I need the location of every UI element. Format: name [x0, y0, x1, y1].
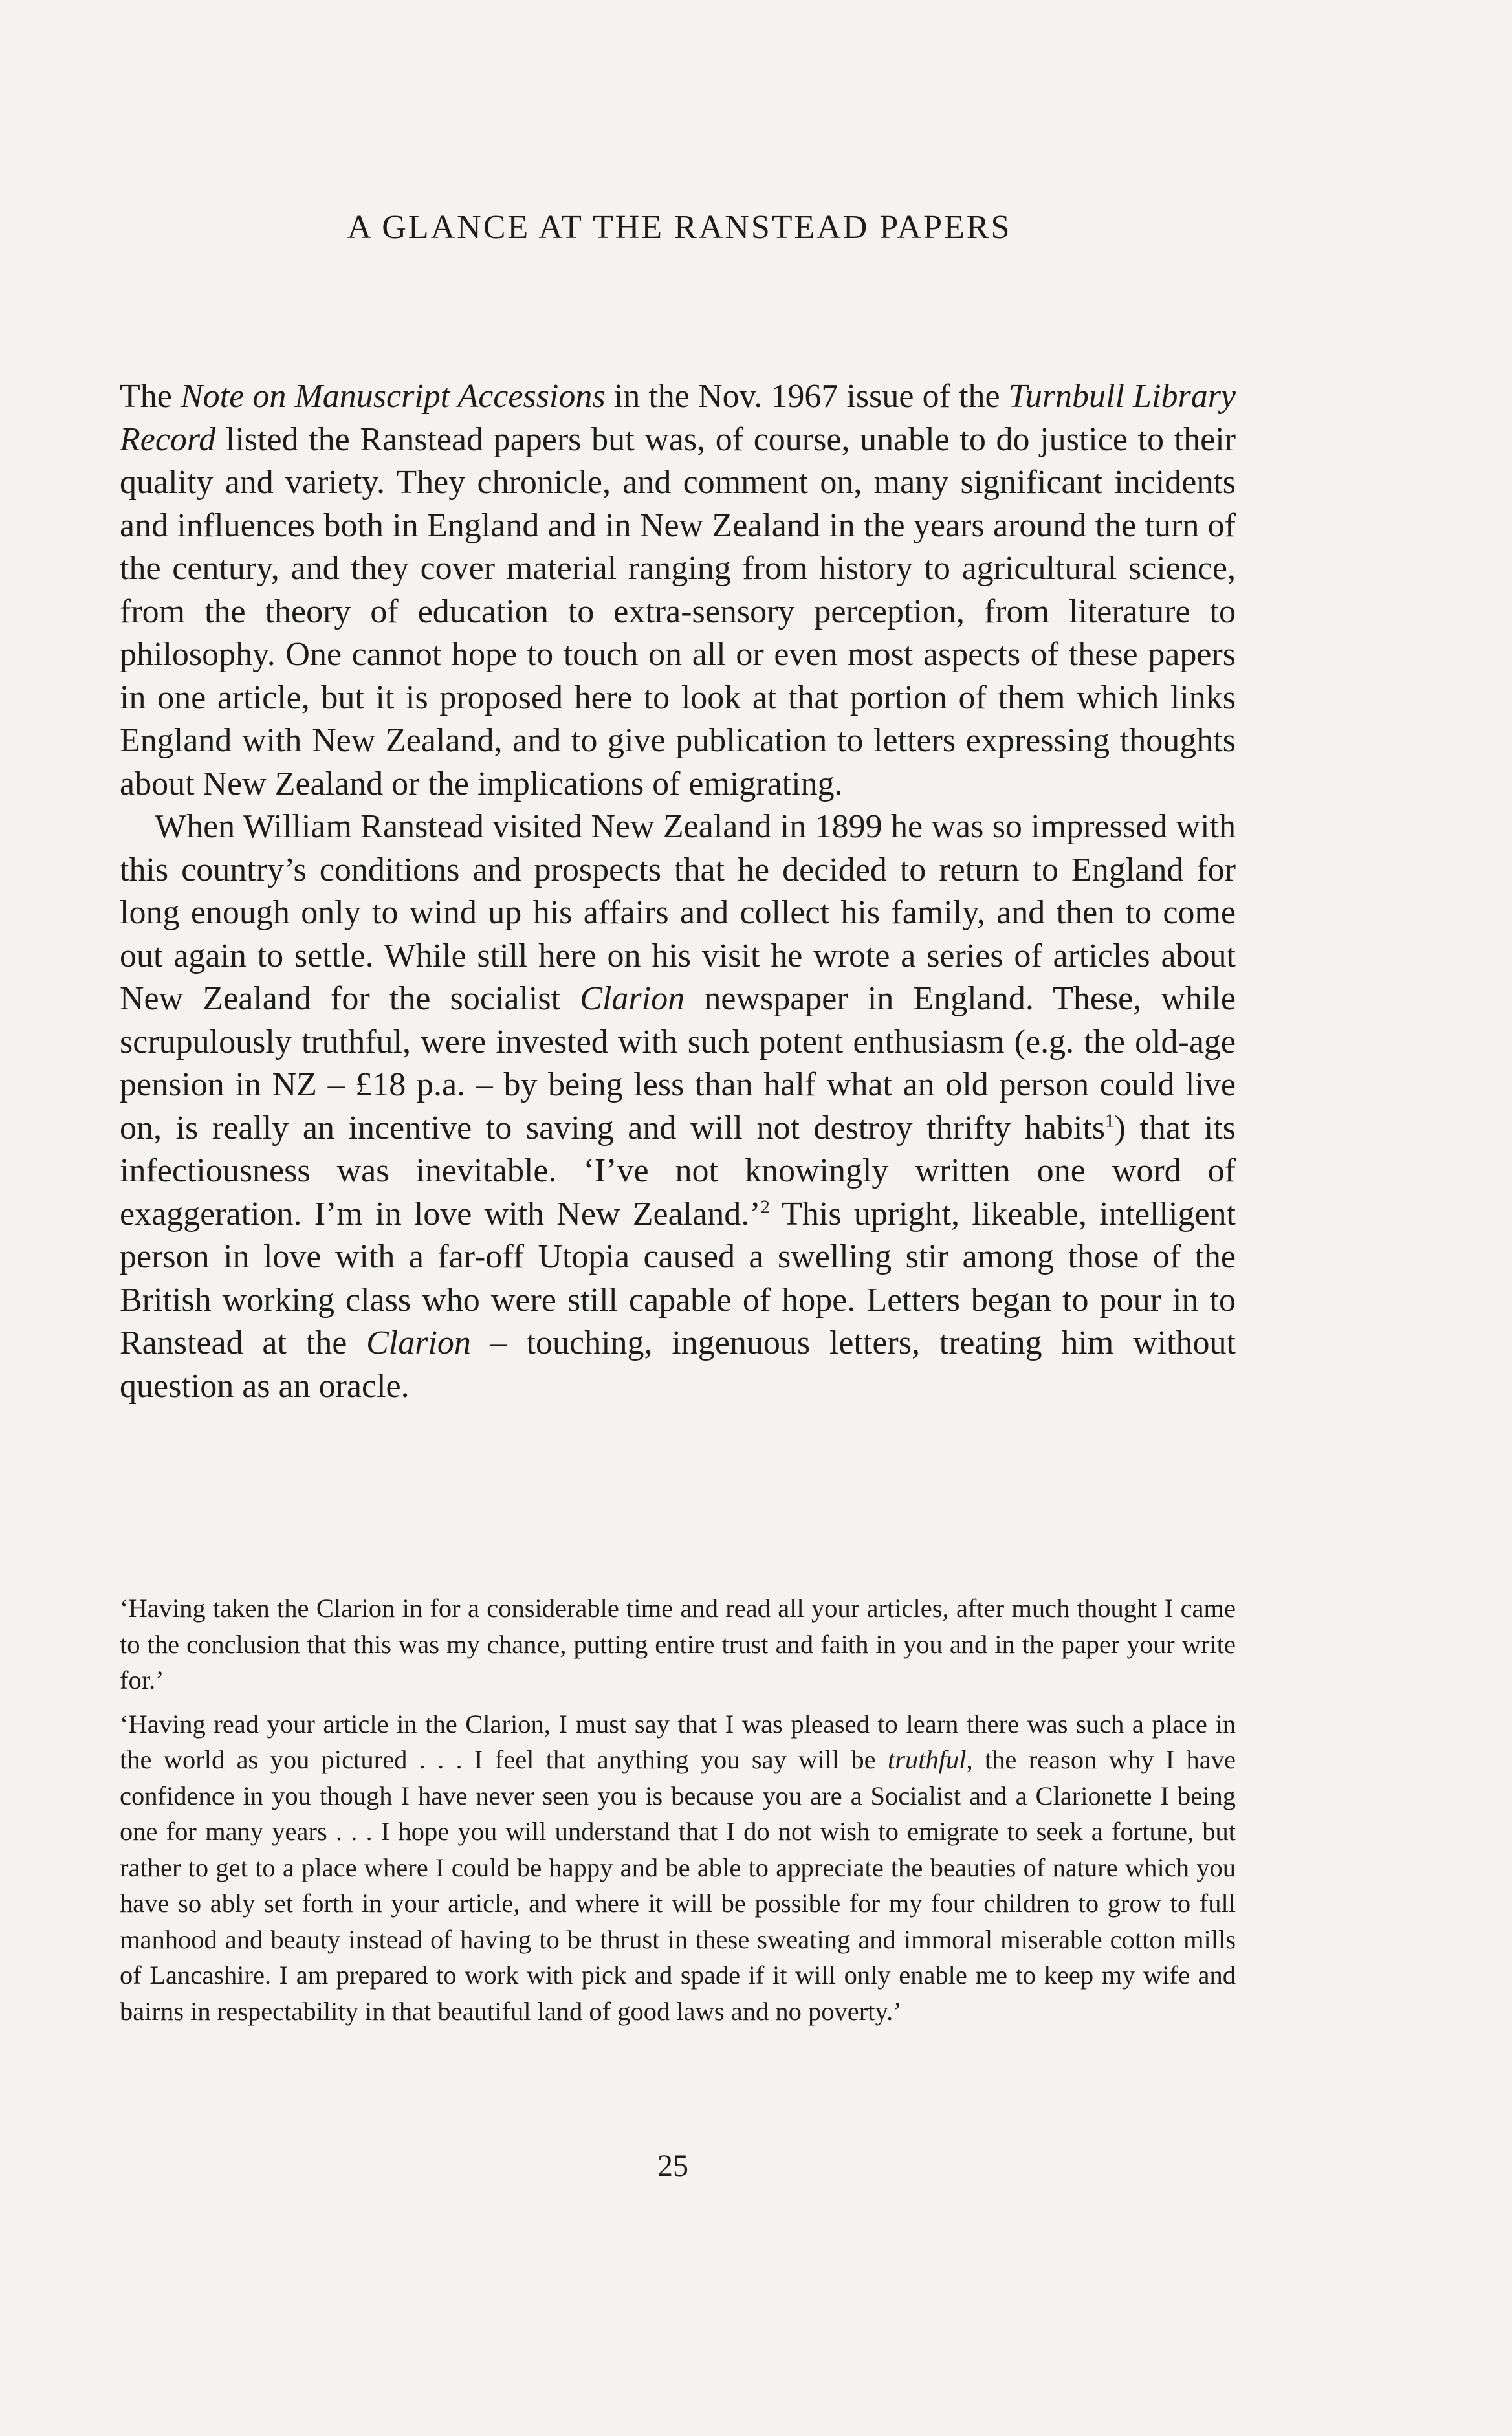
- quote-letter-1: ‘Having taken the Clarion in for a considerable time and read all your articles, after much thought I came to the conclusion that this was my chance, putting entire trust and faith in you and in the paper your write for.’: [120, 1594, 1236, 1695]
- footnote-marker-2: 2: [760, 1197, 770, 1218]
- italic-title-note: Note on Manuscript Accessions: [181, 378, 606, 415]
- italic-title-record: Turnbull Library Record: [120, 378, 1236, 458]
- italic-clarion: Clarion: [580, 980, 685, 1017]
- text-run: in the Nov. 1967 issue of the: [605, 378, 1009, 415]
- text-run: The: [120, 378, 181, 415]
- text-run: , the reason why I have confidence in you though I have never seen you is because you are a Socialist and a Clarionette I being one for many years . . . I hope you will understand that I do not wish to emigrate to seek a fortune, but rather to get to a place where I could be happy and be able to appreciate the beauties of nature which you have so ably set forth in your article, and where it will be possible for my four children to grow to full manhood and beauty instead of having to be thrust in these sweating and immoral miserable cotton mills of Lancashire. I am prepared to work with pick and spade if it will only enable me to keep my wife and bairns in respectability in that beautiful land of good laws and no poverty.’: [120, 1745, 1236, 2026]
- paragraph-ranstead-visit: [120, 806, 1236, 1408]
- page-number: 25: [657, 2149, 688, 2183]
- quote-letter-2: [120, 1706, 1236, 2030]
- article-body: [120, 375, 1236, 1408]
- italic-truthful: truthful: [887, 1745, 967, 1774]
- text-run: newspaper in England. These, while scrupulously truthful, were invested with such potent enthusiasm (e.g. the old-age pension in NZ – £18 p.a. – by being less than half what an old person could live on, is really an incentive to saving and will not destroy thrifty habits: [120, 980, 1236, 1147]
- text-run: listed the Ranstead papers but was, of course, unable to do justice to their quality and variety. They chronicle, and comment on, many significant incidents and influences both in England and in New Zealand in the years around the turn of the century, and they cover material ranging from history to agricultural science, from the theory of education to extra-sensory perception, from literature to philosophy. One cannot hope to touch on all or even most aspects of these papers in one article, but it is proposed here to look at that portion of them which links England with New Zealand, and to give publication to letters expressing thoughts about New Zealand or the implications of emigrating.: [120, 421, 1236, 802]
- italic-clarion: Clarion: [366, 1324, 471, 1361]
- text-run: – touching, ingenuous letters, treating him without question as an oracle.: [120, 1324, 1236, 1405]
- text-run: When William Ranstead visited New Zealand in 1899 he was so impressed with this country’s conditions and prospects that he decided to return to England for long enough only to wind up his affairs and collect his family, and then to come out again to settle. While still here on his visit he wrote a series of articles about New Zealand for the socialist: [120, 808, 1236, 1017]
- paragraph-intro: [120, 375, 1236, 806]
- article-title: A GLANCE AT THE RANSTEAD PAPERS: [347, 209, 1012, 246]
- letter-quotes: [120, 1590, 1236, 2029]
- text-run: This upright, likeable, intelligent person in love with a far-off Utopia caused a swelling stir among those of the British working class who were still capable of hope. Letters began to pour in to Ranstead at the: [120, 1195, 1236, 1361]
- footnote-marker-1: 1: [1105, 1111, 1115, 1132]
- text-run: ‘Having read your article in the Clarion, I must say that I was pleased to learn there was such a place in the world as you pictured . . . I feel that anything you say will be: [120, 1709, 1236, 1774]
- text-run: ) that its infectiousness was inevitable. ‘I’ve not knowingly written one word of exaggeration. I’m in love with New Zealand.’: [120, 1109, 1236, 1233]
